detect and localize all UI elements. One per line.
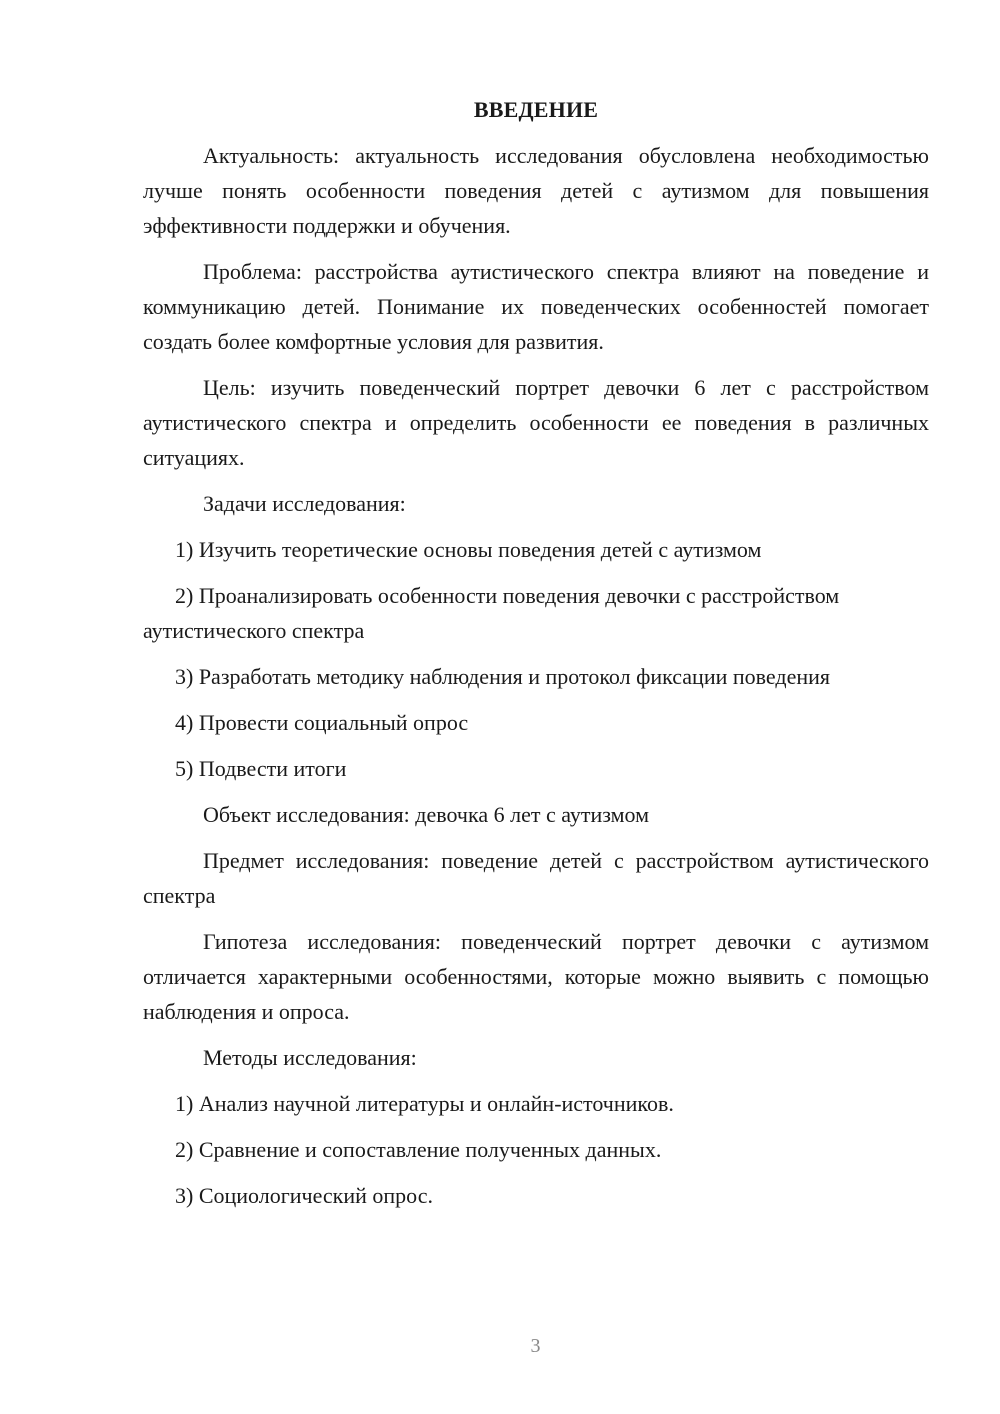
methods-label: Методы исследования: — [203, 1045, 417, 1070]
goal-paragraph: Цель: изучить поведенческий портрет девочки 6 лет с расстройством аутистического спектра и определить особенности ее поведения в различных ситуациях. — [143, 375, 929, 470]
method-item-1: 1) Анализ научной литературы и онлайн-источников. — [175, 1091, 674, 1116]
hypothesis-paragraph: Гипотеза исследования: поведенческий портрет девочки с аутизмом отличается характерными особенностями, которые можно выявить с помощью наблюдения и опроса. — [143, 929, 929, 1024]
task-item-1: 1) Изучить теоретические основы поведения детей с аутизмом — [175, 537, 762, 562]
tasks-label: Задачи исследования: — [203, 491, 406, 516]
task-item-2: 2) Проанализировать особенности поведения девочки с расстройством аутистического спектра — [143, 583, 840, 643]
problem-paragraph: Проблема: расстройства аутистического спектра влияют на поведение и коммуникацию детей. Понимание их поведенческих особенностей помогает создать более комфортные условия для развития. — [143, 259, 929, 354]
method-item-2: 2) Сравнение и сопоставление полученных данных. — [175, 1137, 662, 1162]
page-content — [143, 93, 929, 1224]
subject-paragraph: Предмет исследования: поведение детей с расстройством аутистического спектра — [143, 848, 929, 908]
task-item-3: 3) Разработать методику наблюдения и протокол фиксации поведения — [175, 664, 830, 689]
task-item-5: 5) Подвести итоги — [175, 756, 347, 781]
page-number: 3 — [530, 1335, 541, 1357]
section-heading: ВВЕДЕНИЕ — [473, 97, 599, 122]
relevance-paragraph: Актуальность: актуальность исследования обусловлена необходимостью лучше понять особенности поведения детей с аутизмом для повышения эффективности поддержки и обучения. — [143, 143, 929, 238]
object-line: Объект исследования: девочка 6 лет с аутизмом — [203, 802, 650, 827]
method-item-3: 3) Социологический опрос. — [175, 1183, 433, 1208]
task-item-4: 4) Провести социальный опрос — [175, 710, 469, 735]
